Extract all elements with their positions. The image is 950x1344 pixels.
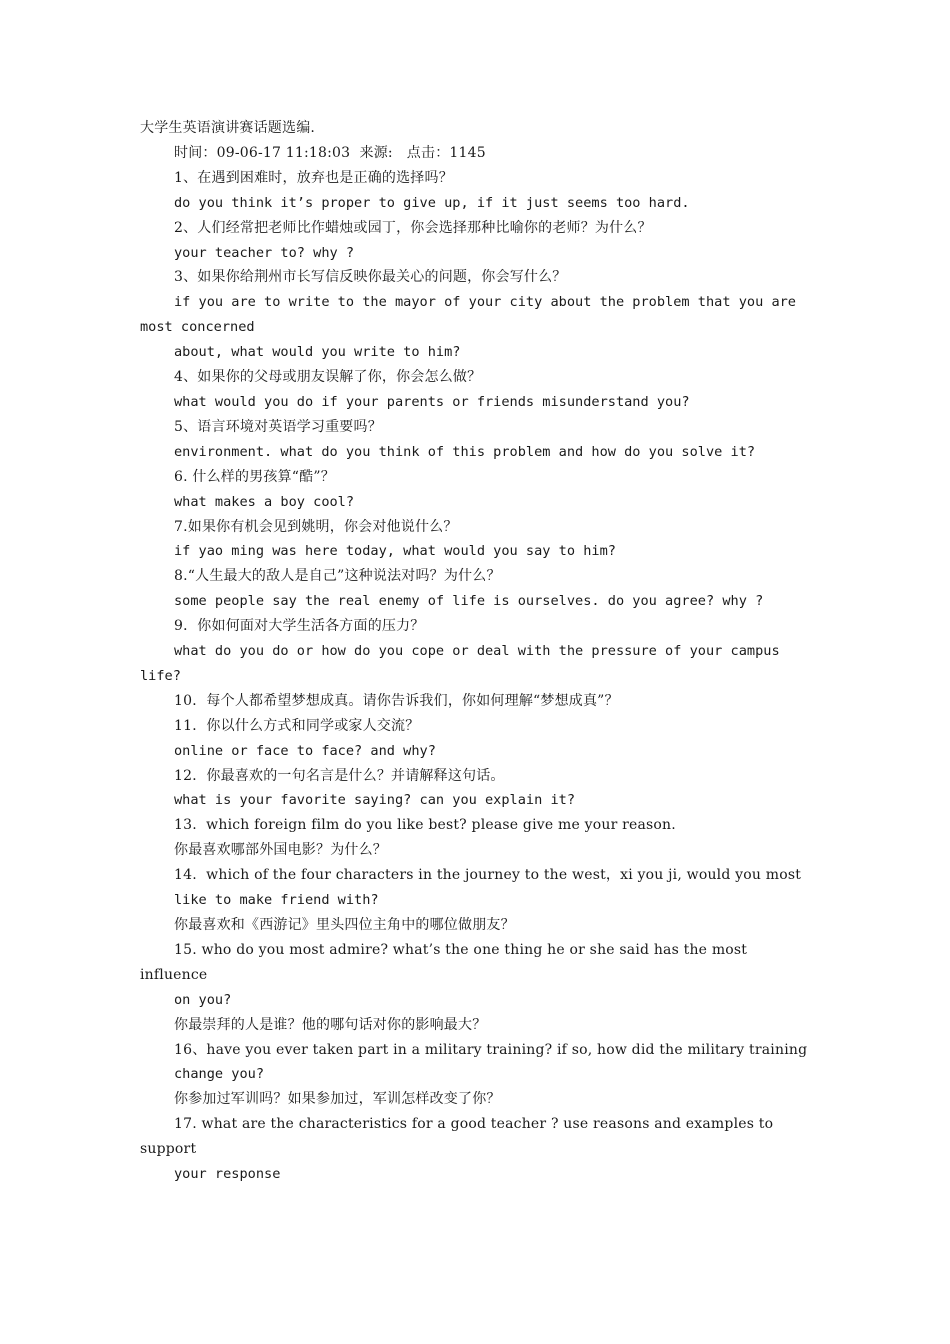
- document-line: 你最喜欢哪部外国电影？为什么？: [174, 842, 387, 859]
- document-line: 你最喜欢和《西游记》里头四位主角中的哪位做朋友？: [174, 917, 515, 933]
- document-line: 16、have you ever taken part in a military training? if so, how did the military training: [174, 1041, 808, 1058]
- document-line: 1、在遇到困难时，放弃也是正确的选择吗？: [174, 169, 453, 186]
- document-meta: 时间：09-06-17 11:18:03 来源: 点击：1145: [174, 144, 486, 161]
- document-line: what is your favorite saying? can you explain it?: [174, 792, 576, 809]
- document-line: some people say the real enemy of life is ourselves. do you agree? why ?: [174, 593, 764, 610]
- document-line: 你最崇拜的人是谁？他的哪句话对你的影响最大？: [174, 1016, 487, 1033]
- document-line: 你参加过军训吗？如果参加过，军训怎样改变了你？: [174, 1091, 501, 1108]
- document-line: online or face to face? and why?: [174, 742, 436, 759]
- document-line: 2、人们经常把老师比作蜡烛或园丁，你会选择那种比喻你的老师？为什么？: [174, 219, 652, 236]
- document-line: 4、如果你的父母或朋友误解了你，你会怎么做？: [174, 369, 482, 386]
- document-line: on you?: [174, 991, 232, 1008]
- document-line: 6. 什么样的男孩算“酷”？: [174, 468, 335, 485]
- document-line: 8.“人生最大的敌人是自己”这种说法对吗？为什么？: [174, 568, 501, 585]
- document-line: what makes a boy cool?: [174, 493, 355, 510]
- document-title: 大学生英语演讲赛话题选编.: [140, 120, 316, 136]
- document-line: 15. who do you most admire? what’s the one thing he or she said has the most influence: [140, 941, 752, 983]
- document-line: 3、如果你给荆州市长写信反映你最关心的问题，你会写什么？: [174, 269, 567, 286]
- document-line: 5、语言环境对英语学习重要吗？: [174, 418, 382, 435]
- document-line: if yao ming was here today, what would you say to him?: [174, 543, 616, 560]
- document-line: 9．你如何面对大学生活各方面的压力？: [174, 618, 425, 635]
- document-line: 10．每个人都希望梦想成真。请你告诉我们，你如何理解“梦想成真”？: [174, 692, 619, 709]
- document-line: like to make friend with?: [174, 892, 379, 909]
- document-line: do you think it’s proper to give up, if it just seems too hard.: [174, 194, 690, 211]
- document-line: environment. what do you think of this problem and how do you solve it?: [174, 443, 756, 460]
- document-line: if you are to write to the mayor of your city about the problem that you are most concerned: [140, 294, 805, 336]
- document-line: your teacher to? why ?: [174, 244, 355, 261]
- document-line: 7.如果你有机会见到姚明，你会对他说什么？: [174, 518, 458, 535]
- document-line: 11．你以什么方式和同学或家人交流？: [174, 717, 420, 734]
- document-line: 12．你最喜欢的一句名言是什么？并请解释这句话。: [174, 767, 505, 784]
- document-line: about, what would you write to him?: [174, 344, 461, 361]
- document-line: what do you do or how do you cope or deal with the pressure of your campus life?: [140, 643, 788, 684]
- document-line: change you?: [174, 1066, 265, 1083]
- document-line: 17. what are the characteristics for a good teacher ? use reasons and examples to support: [140, 1116, 778, 1158]
- document-lines: [140, 166, 812, 1187]
- document-line: your response: [174, 1166, 281, 1183]
- document-body: [140, 116, 812, 1187]
- document-line: 14. which of the four characters in the journey to the west，xi you ji, would you most: [174, 867, 802, 884]
- document-line: what would you do if your parents or friends misunderstand you?: [174, 393, 690, 410]
- document-line: 13. which foreign film do you like best? please give me your reason.: [174, 817, 676, 834]
